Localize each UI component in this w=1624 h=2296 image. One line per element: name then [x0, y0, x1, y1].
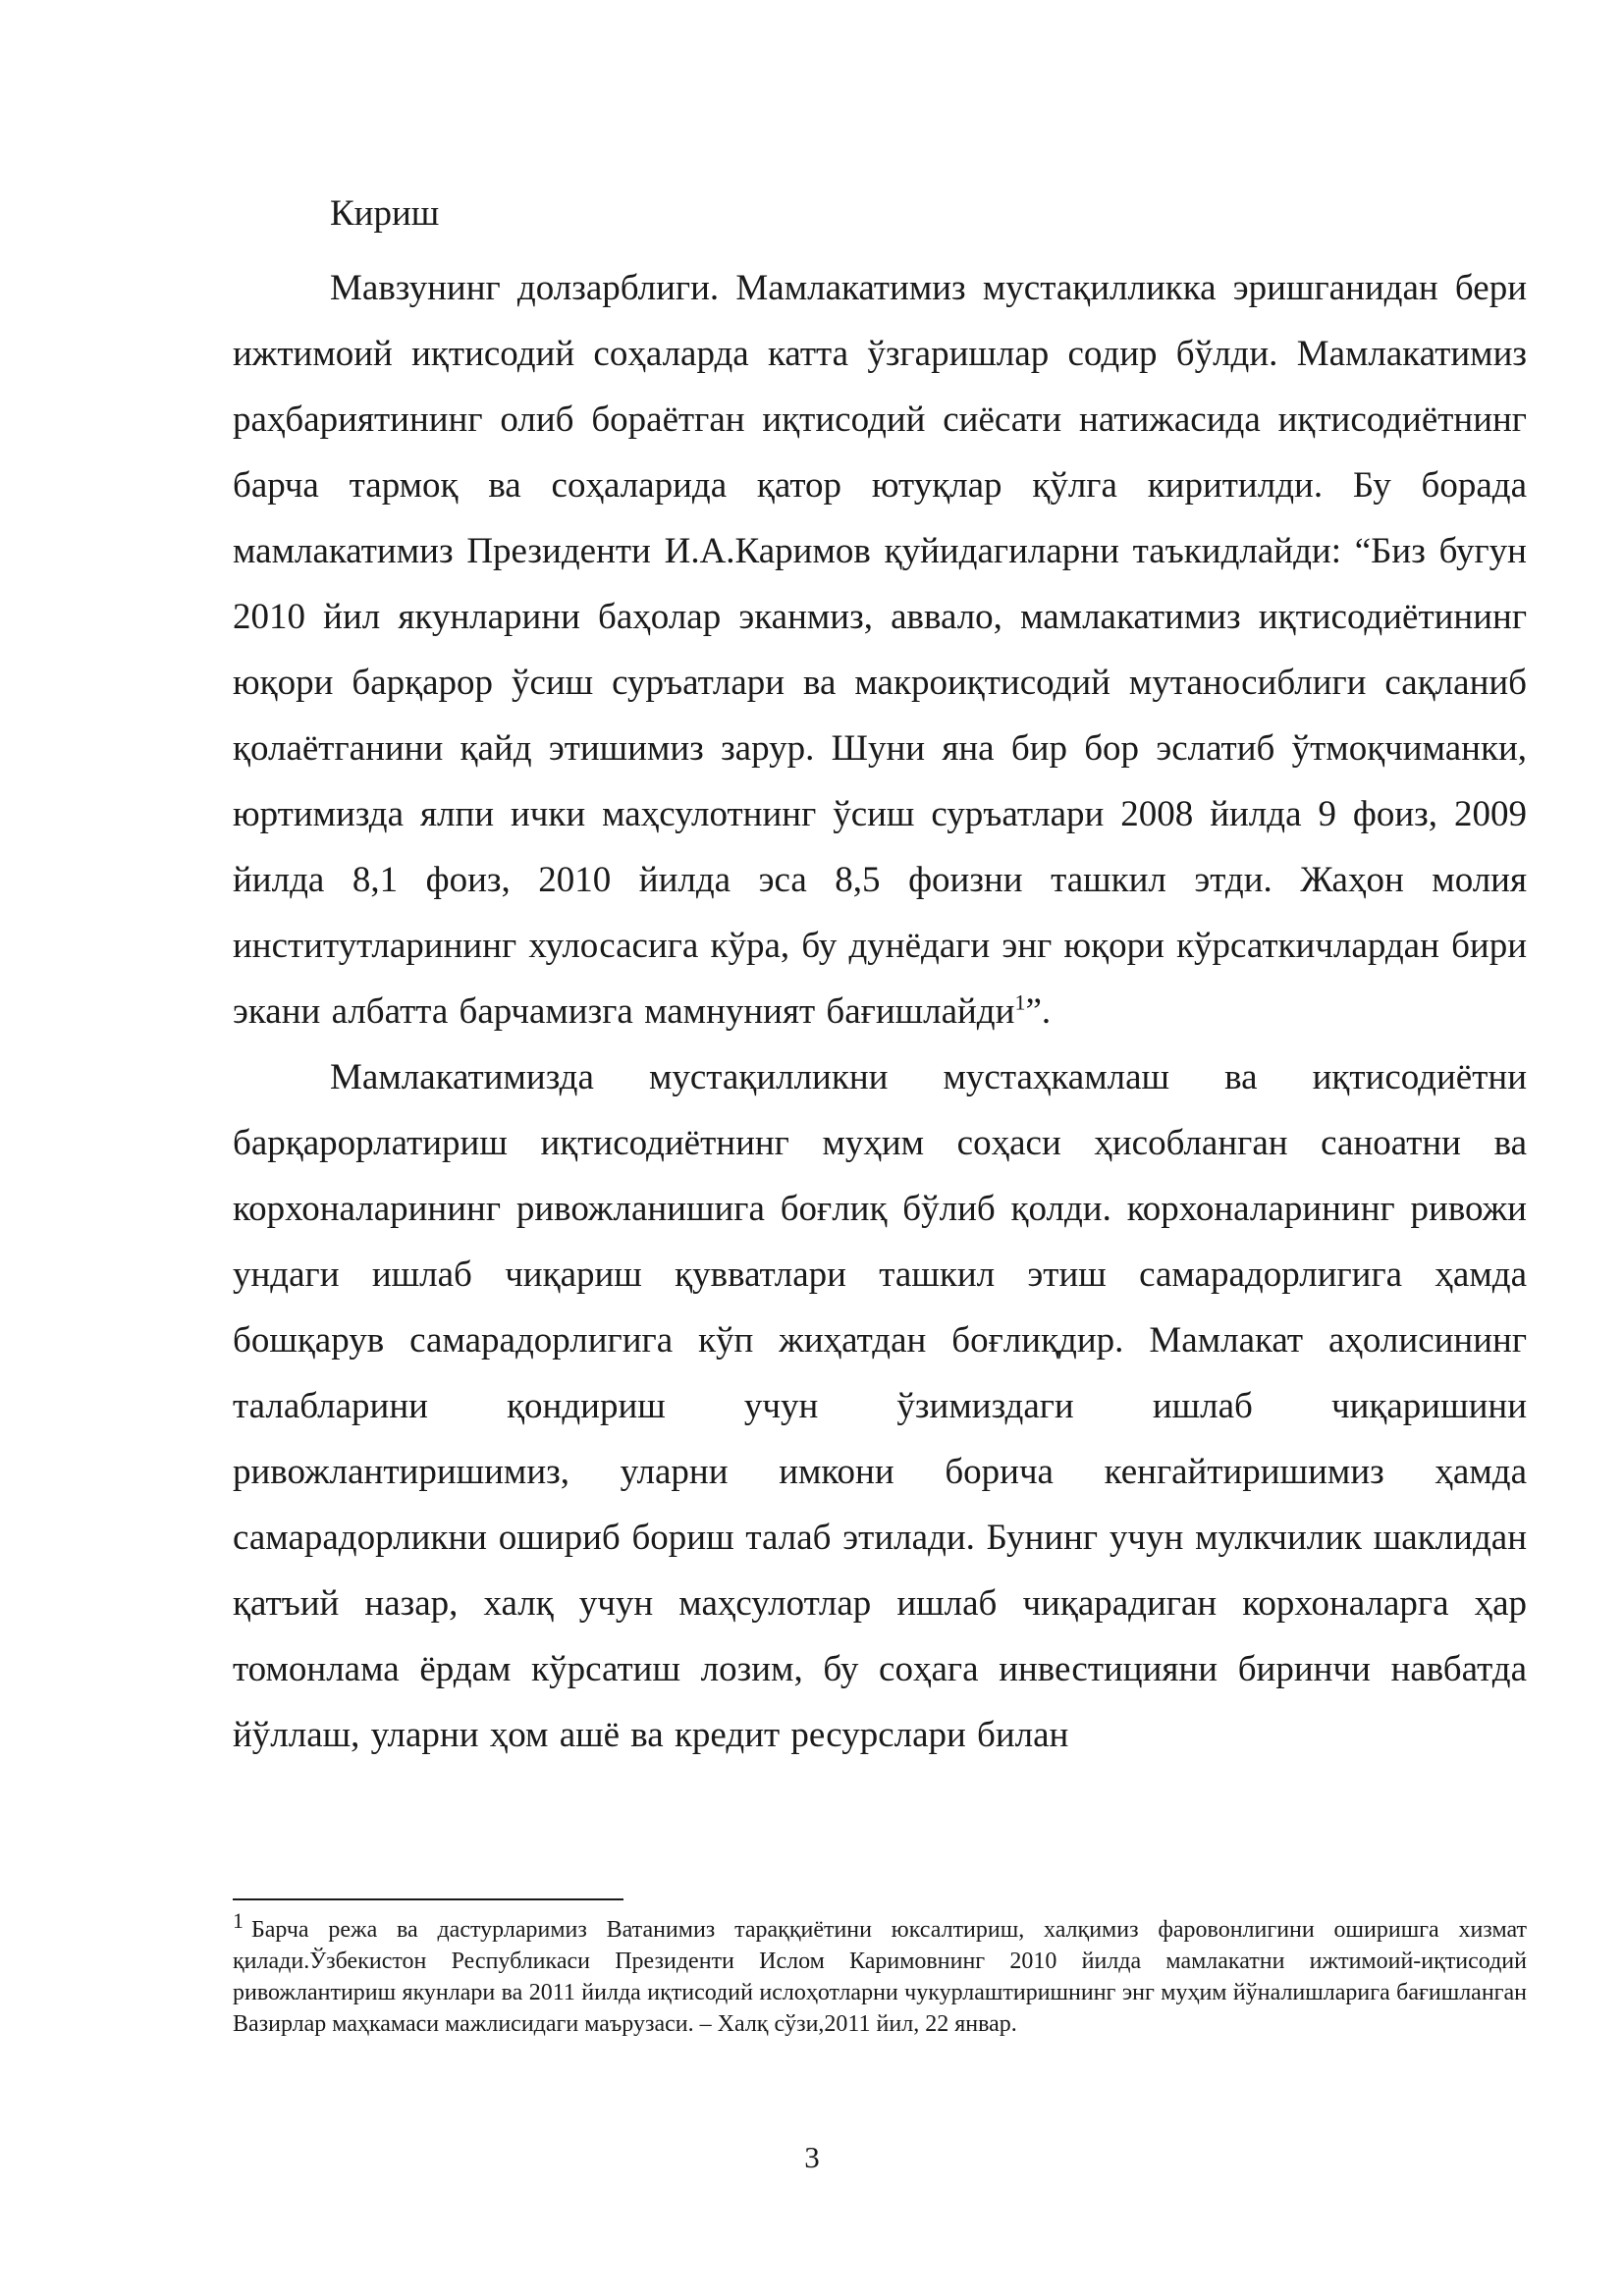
paragraph-relevance [233, 255, 1527, 1044]
footnote-separator [233, 1898, 623, 1900]
footnote [233, 1908, 1527, 2040]
body-text [233, 255, 1527, 1768]
footnote-mark: 1 [233, 1908, 244, 1933]
footnote-reference[interactable]: 1 [1014, 989, 1026, 1015]
paragraph-text: Мавзунинг долзарблиги. Мамлакатимиз мустақилликка эришганидан бери ижтимоий иқтисодий соҳаларда катта ўзгаришлар содир бўлди. Мамлакатимиз раҳбариятининг олиб бораётган иқтисодий сиёсати натижасида иқтисодиётнинг барча тармоқ ва соҳаларида қатор ютуқлар қўлга киритилди. Бу борада мамлакатимиз Президенти И.А.Каримов қуйидагиларни таъкидлайди: “Биз бугун 2010 йил якунларини баҳолар эканмиз, аввало, мамлакатимиз иқтисодиётининг юқори барқарор ўсиш суръатлари ва макроиқтисодий мутаносиблиги сақланиб қолаётганини қайд этишимиз зарур. Шуни яна бир бор эслатиб ўтмоқчиманки, юртимизда ялпи ички маҳсулотнинг ўсиш суръатлари 2008 йилда 9 фоиз, 2009 йилда 8,1 фоиз, 2010 йилда эса 8,5 фоизни ташкил этди. Жаҳон молия институтларининг хулосасига кўра, бу дунёдаги энг юқори кўрсаткичлардан бири экани албатта барчамизга мамнуният бағишлайди [233, 268, 1527, 1032]
section-heading: Кириш [330, 193, 440, 234]
footnote-text: Барча режа ва дастурларимиз Ватанимиз тараққиётини юксалтириш, халқимиз фаровонлигини оширишга хизмат қилади.Ўзбекистон Республикаси Президенти Ислом Каримовнинг 2010 йилда мамлакатни ижтимоий-иқтисодий ривожлантириш якунлари ва 2011 йилда иқтисодий ислоҳотларни чукурлаштиришнинг энг муҳим йўналишларига бағишланган Вазирлар маҳкамаси мажлисидаги маърузаси. – Халқ сўзи,2011 йил, 22 январ. [233, 1917, 1527, 2037]
paragraph-industry [233, 1044, 1527, 1768]
page-number: 3 [804, 2140, 820, 2174]
paragraph-text: Мамлакатимизда мустақилликни мустаҳкамлаш ва иқтисодиётни барқарорлатириш иқтисодиётнинг муҳим соҳаси ҳисобланган саноатни ва корхоналарининг ривожланишига боғлиқ бўлиб қолди. корхоналарининг ривожи ундаги ишлаб чиқариш қувватлари ташкил этиш самарадорлигига ҳамда бошқарув самарадорлигига кўп жиҳатдан боғлиқдир. Мамлакат аҳолисининг талабларини қондириш учун ўзимиздаги ишлаб чиқаришини ривожлантиришимиз, уларни имкони борича кенгайтиришимиз ҳамда самарадорликни ошириб бориш талаб этилади. Бунинг учун мулкчилик шаклидан қатъий назар, халқ учун маҳсулотлар ишлаб чиқарадиган корхоналарга ҳар томонлама ёрдам кўрсатиш лозим, бу соҳага инвестицияни биринчи навбатда йўллаш, уларни ҳом ашё ва кредит ресурслари билан [233, 1057, 1527, 1755]
paragraph-tail: ”. [1025, 991, 1052, 1032]
